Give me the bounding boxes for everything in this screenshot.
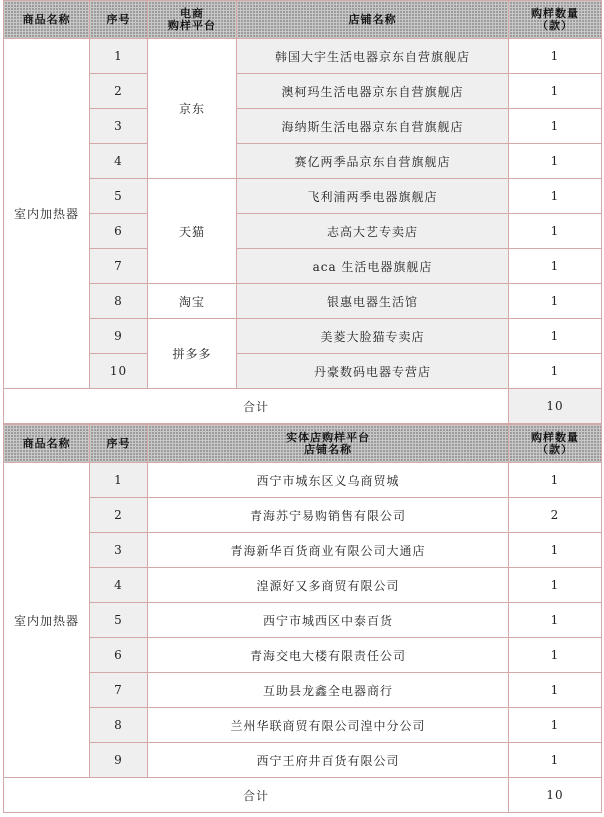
sample-qty: 1 <box>509 214 602 249</box>
table-row <box>4 603 602 638</box>
sample-qty: 1 <box>509 319 602 354</box>
platform-name: 拼多多 <box>148 319 237 389</box>
table-row <box>4 284 602 319</box>
store-name: 青海交电大楼有限责任公司 <box>148 638 509 673</box>
header-product: 商品名称 <box>4 425 90 463</box>
table-row <box>4 74 602 109</box>
seq-number: 1 <box>90 463 148 498</box>
seq-number: 9 <box>90 319 148 354</box>
header-platform-line2: 购样平台 <box>168 18 216 32</box>
store-name: 海纳斯生活电器京东自营旗舰店 <box>237 109 509 144</box>
header-qty-line2: （款） <box>537 18 573 32</box>
store-name: 美菱大脸猫专卖店 <box>237 319 509 354</box>
table-row <box>4 109 602 144</box>
sample-qty: 1 <box>509 673 602 708</box>
seq-number: 3 <box>90 109 148 144</box>
sample-qty: 1 <box>509 284 602 319</box>
seq-number: 6 <box>90 638 148 673</box>
sample-qty: 1 <box>509 354 602 389</box>
table-row <box>4 354 602 389</box>
table-row <box>4 743 602 778</box>
table-row <box>4 179 602 214</box>
header-row <box>4 425 602 463</box>
store-name: 银惠电器生活馆 <box>237 284 509 319</box>
store-name: 丹豪数码电器专营店 <box>237 354 509 389</box>
table-row <box>4 144 602 179</box>
store-name: 西宁市城西区中泰百货 <box>148 603 509 638</box>
table-row <box>4 498 602 533</box>
table-row <box>4 249 602 284</box>
total-label: 合计 <box>4 778 509 813</box>
store-name: 西宁王府井百货有限公司 <box>148 743 509 778</box>
store-name: 韩国大宇生活电器京东自营旗舰店 <box>237 39 509 74</box>
total-value: 10 <box>509 389 602 424</box>
total-label: 合计 <box>4 389 509 424</box>
header-seq: 序号 <box>90 1 148 39</box>
platform-name: 京东 <box>148 39 237 179</box>
store-name: 西宁市城东区义乌商贸城 <box>148 463 509 498</box>
sample-qty: 1 <box>509 39 602 74</box>
sample-qty: 1 <box>509 568 602 603</box>
seq-number: 8 <box>90 284 148 319</box>
sample-qty: 1 <box>509 249 602 284</box>
sample-qty: 1 <box>509 638 602 673</box>
seq-number: 4 <box>90 568 148 603</box>
total-value: 10 <box>509 778 602 813</box>
seq-number: 5 <box>90 179 148 214</box>
header-qty-line1: 购样数量 <box>531 6 579 20</box>
seq-number: 10 <box>90 354 148 389</box>
header-qty-line2: （款） <box>537 442 573 456</box>
sample-qty: 2 <box>509 498 602 533</box>
seq-number: 2 <box>90 498 148 533</box>
store-name: aca 生活电器旗舰店 <box>237 249 509 284</box>
table-row <box>4 673 602 708</box>
header-store: 店铺名称 <box>237 1 509 39</box>
sample-qty: 1 <box>509 743 602 778</box>
sample-qty: 1 <box>509 179 602 214</box>
store-name: 兰州华联商贸有限公司湟中分公司 <box>148 708 509 743</box>
seq-number: 9 <box>90 743 148 778</box>
product-name: 室内加热器 <box>4 39 90 389</box>
seq-number: 7 <box>90 249 148 284</box>
table-row <box>4 708 602 743</box>
store-name: 青海苏宁易购销售有限公司 <box>148 498 509 533</box>
header-qty <box>509 1 602 39</box>
sample-qty: 1 <box>509 463 602 498</box>
store-name: 志高大艺专卖店 <box>237 214 509 249</box>
sample-qty: 1 <box>509 144 602 179</box>
table-row <box>4 39 602 74</box>
seq-number: 4 <box>90 144 148 179</box>
header-row <box>4 1 602 39</box>
store-name: 湟源好又多商贸有限公司 <box>148 568 509 603</box>
platform-name: 天猫 <box>148 179 237 284</box>
header-qty-line1: 购样数量 <box>531 430 579 444</box>
header-store-line2: 店铺名称 <box>304 442 352 456</box>
seq-number: 3 <box>90 533 148 568</box>
sample-qty: 1 <box>509 74 602 109</box>
header-seq: 序号 <box>90 425 148 463</box>
total-row <box>4 778 602 813</box>
store-name: 互助县龙鑫全电器商行 <box>148 673 509 708</box>
product-name: 室内加热器 <box>4 463 90 778</box>
header-product: 商品名称 <box>4 1 90 39</box>
total-row <box>4 389 602 424</box>
seq-number: 6 <box>90 214 148 249</box>
offline-sample-table <box>3 424 602 813</box>
seq-number: 5 <box>90 603 148 638</box>
header-store-line1: 实体店购样平台 <box>286 430 370 444</box>
store-name: 青海新华百货商业有限公司大通店 <box>148 533 509 568</box>
table-row <box>4 214 602 249</box>
store-name: 澳柯玛生活电器京东自营旗舰店 <box>237 74 509 109</box>
header-qty <box>509 425 602 463</box>
seq-number: 7 <box>90 673 148 708</box>
platform-name: 淘宝 <box>148 284 237 319</box>
sample-qty: 1 <box>509 109 602 144</box>
header-platform-line1: 电商 <box>180 6 204 20</box>
sample-qty: 1 <box>509 603 602 638</box>
sample-qty: 1 <box>509 533 602 568</box>
seq-number: 8 <box>90 708 148 743</box>
store-name: 赛亿两季品京东自营旗舰店 <box>237 144 509 179</box>
seq-number: 1 <box>90 39 148 74</box>
online-sample-table <box>3 0 602 424</box>
header-platform <box>148 1 237 39</box>
store-name: 飞利浦两季电器旗舰店 <box>237 179 509 214</box>
header-store <box>148 425 509 463</box>
table-row <box>4 638 602 673</box>
table-row <box>4 463 602 498</box>
seq-number: 2 <box>90 74 148 109</box>
table-row <box>4 568 602 603</box>
table-row <box>4 319 602 354</box>
sample-qty: 1 <box>509 708 602 743</box>
table-row <box>4 533 602 568</box>
